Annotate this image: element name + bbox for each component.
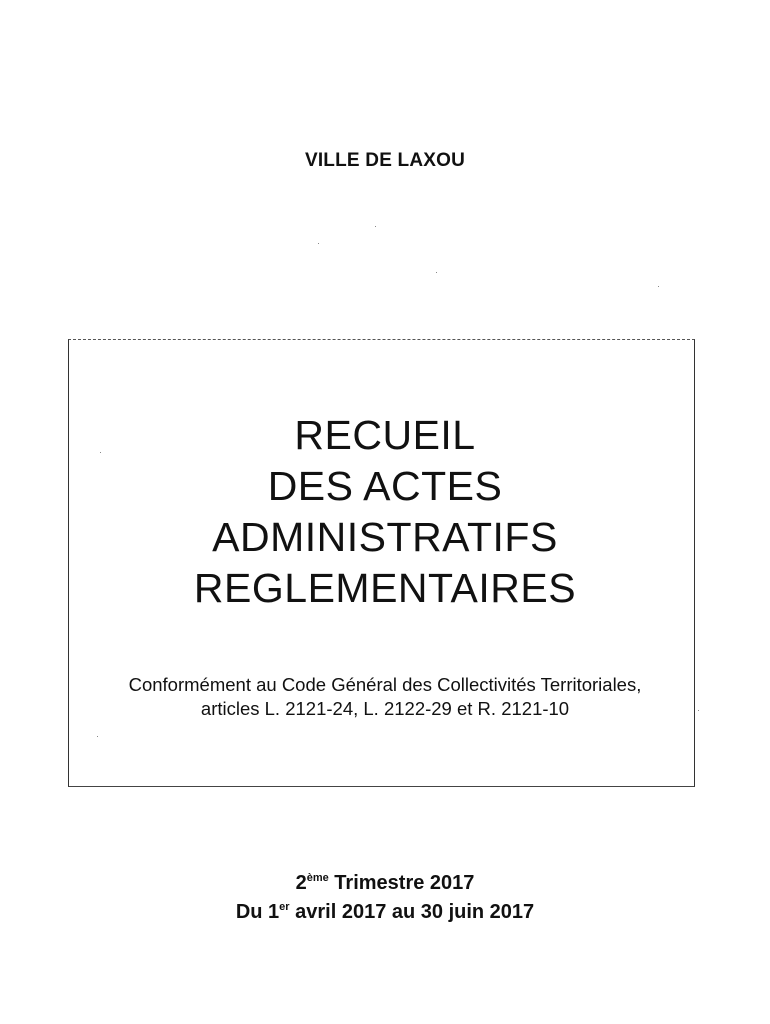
title-line-2: DES ACTES xyxy=(267,463,503,509)
municipality-name: VILLE DE LAXOU xyxy=(304,150,466,171)
document-title xyxy=(0,410,770,614)
period-info xyxy=(0,869,770,927)
title-line-1: RECUEIL xyxy=(294,412,476,458)
legal-reference-line-1: Conformément au Code Général des Collectivités Territoriales, xyxy=(128,674,642,695)
legal-reference-line-2: articles L. 2121-24, L. 2122-29 et R. 2121-10 xyxy=(200,698,570,719)
title-line-4: REGLEMENTAIRES xyxy=(193,565,577,611)
date-range-rest: avril 2017 au 30 juin 2017 xyxy=(295,901,535,923)
scan-speck xyxy=(318,243,319,244)
title-line-3: ADMINISTRATIFS xyxy=(212,514,558,560)
date-range-line xyxy=(0,898,770,927)
quarter-line xyxy=(0,869,770,898)
quarter-label: Trimestre 2017 xyxy=(334,872,475,894)
scan-speck xyxy=(100,452,101,453)
scan-speck xyxy=(375,226,376,227)
legal-reference xyxy=(0,673,770,721)
scan-speck xyxy=(698,710,699,711)
quarter-number: 2 xyxy=(295,872,307,894)
scan-speck xyxy=(436,272,437,273)
scan-speck xyxy=(658,286,659,287)
date-range-prefix: Du 1 xyxy=(235,901,280,923)
quarter-ordinal-suffix: ème xyxy=(306,872,329,884)
date-range-ordinal-suffix: er xyxy=(279,901,290,913)
scan-speck xyxy=(97,736,98,737)
